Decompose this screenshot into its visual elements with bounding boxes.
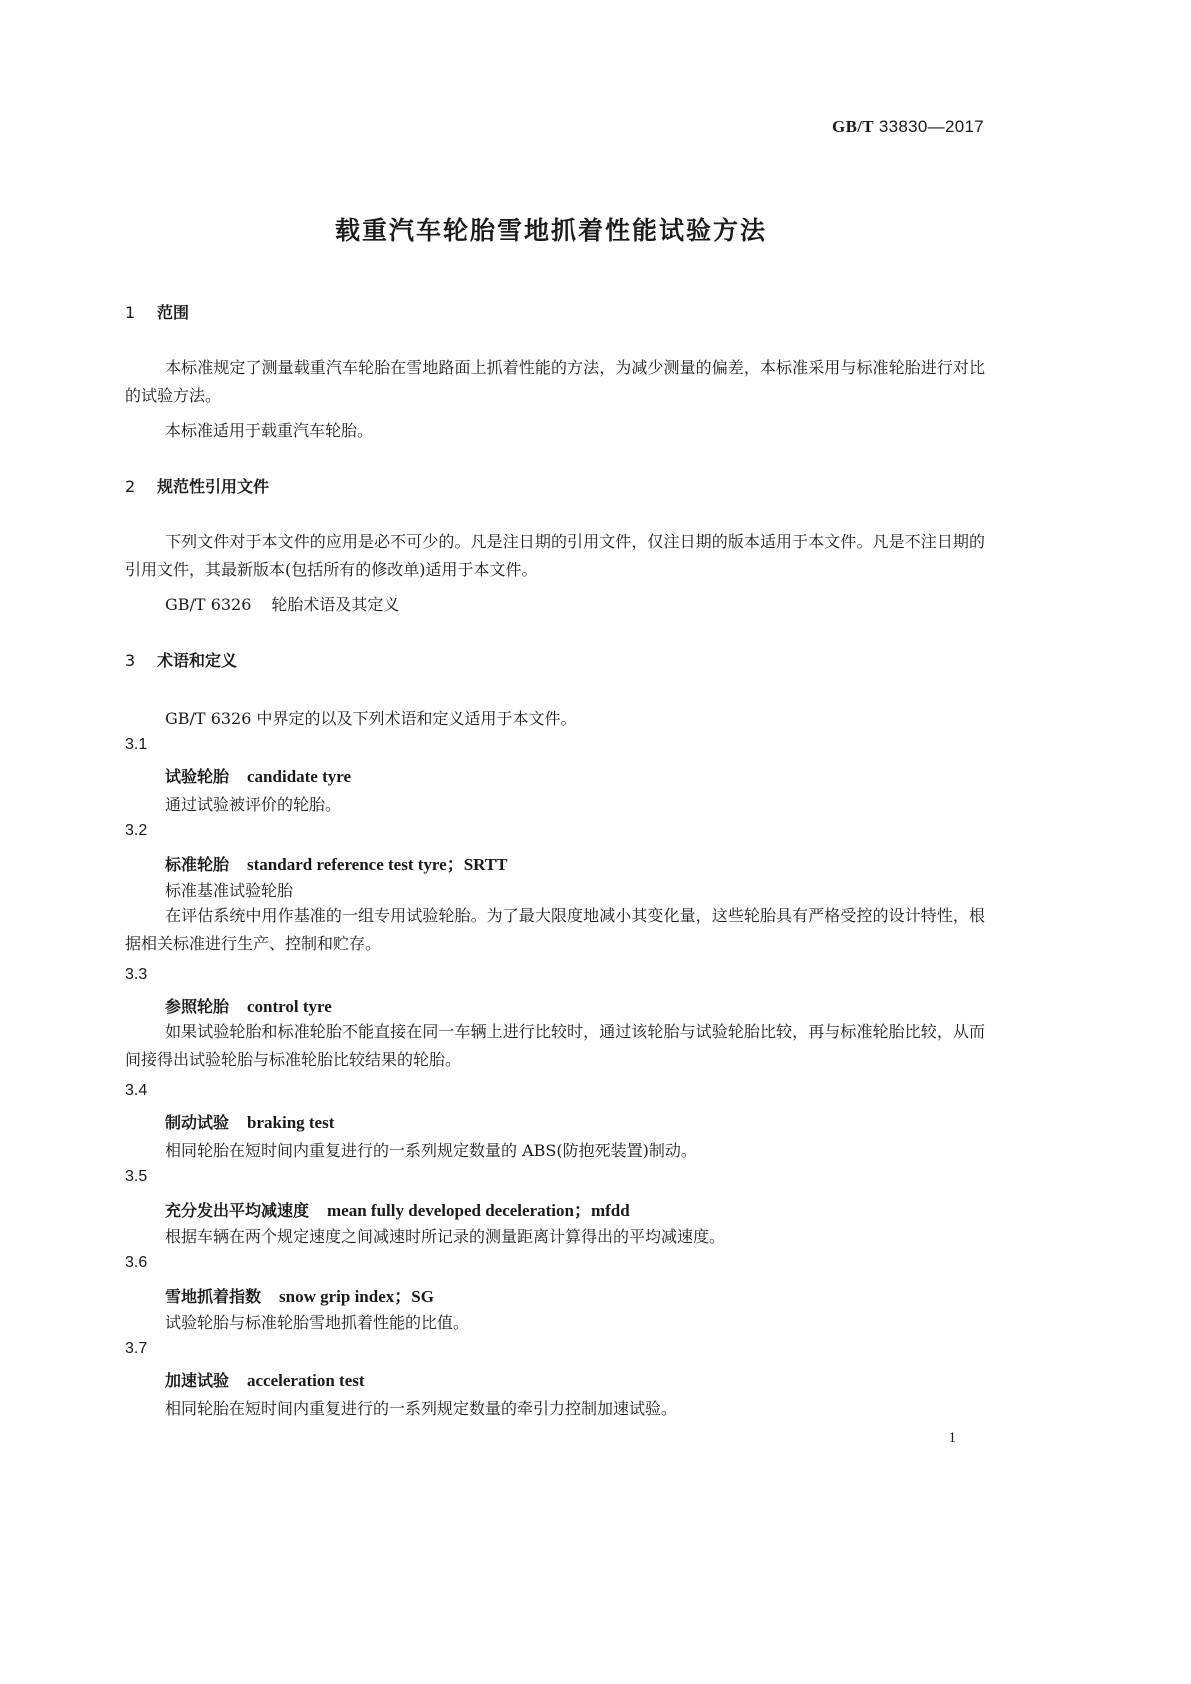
section-number: 3 — [125, 651, 136, 670]
term-zh: 加速试验 — [165, 1371, 230, 1390]
term-entry — [165, 994, 332, 1017]
scope-paragraph: 本标准规定了测量载重汽车轮胎在雪地路面上抓着性能的方法，为减少测量的偏差，本标准采用与标准轮胎进行对比的试验方法。 — [125, 358, 985, 405]
term-zh: 制动试验 — [165, 1113, 230, 1132]
term-en: braking test — [247, 1113, 335, 1132]
page-number: 1 — [948, 1430, 956, 1446]
terms-intro: GB/T 6326 中界定的以及下列术语和定义适用于本文件。 — [165, 709, 577, 728]
standard-number: 33830—2017 — [878, 117, 984, 136]
term-en: control tyre — [247, 997, 332, 1016]
term-entry — [165, 1368, 365, 1391]
term-en: standard reference test tyre；SRTT — [247, 855, 508, 874]
section-title: 范围 — [157, 303, 190, 322]
term-zh: 参照轮胎 — [165, 997, 230, 1016]
section-number: 1 — [125, 303, 136, 322]
term-entry — [165, 850, 508, 875]
reference-name: 轮胎术语及其定义 — [271, 595, 400, 614]
section-title: 规范性引用文件 — [157, 477, 270, 496]
section-heading-terms — [125, 648, 237, 671]
clause-number: 3.3 — [125, 966, 148, 983]
term-entry — [165, 764, 351, 787]
term-en: candidate tyre — [247, 767, 352, 786]
reference-code: GB/T 6326 — [165, 595, 252, 614]
term-alias: 标准基准试验轮胎 — [165, 881, 294, 900]
section-heading-normative-references — [125, 474, 269, 497]
term-en: acceleration test — [247, 1371, 365, 1390]
term-en: snow grip index；SG — [279, 1287, 434, 1306]
term-definition: 根据车辆在两个规定速度之间减速时所记录的测量距离计算得出的平均减速度。 — [165, 1227, 726, 1246]
term-entry — [165, 1196, 630, 1221]
standard-code — [832, 117, 984, 137]
standard-prefix: GB/T — [832, 117, 874, 136]
term-zh: 充分发出平均减速度 — [165, 1201, 310, 1220]
clause-number: 3.1 — [125, 736, 148, 753]
term-definition: 相同轮胎在短时间内重复进行的一系列规定数量的牵引力控制加速试验。 — [165, 1399, 678, 1418]
section-title: 术语和定义 — [157, 651, 238, 670]
term-definition: 通过试验被评价的轮胎。 — [165, 795, 342, 814]
term-definition: 如果试验轮胎和标准轮胎不能直接在同一车辆上进行比较时，通过该轮胎与试验轮胎比较，再与标准轮胎比较，从而间接得出试验轮胎与标准轮胎比较结果的轮胎。 — [125, 1022, 985, 1069]
clause-number: 3.6 — [125, 1254, 148, 1271]
references-paragraph: 下列文件对于本文件的应用是必不可少的。凡是注日期的引用文件，仅注日期的版本适用于本文件。凡是不注日期的引用文件，其最新版本(包括所有的修改单)适用于本文件。 — [125, 532, 985, 579]
clause-number: 3.5 — [125, 1168, 148, 1185]
section-number: 2 — [125, 477, 136, 496]
term-definition: 在评估系统中用作基准的一组专用试验轮胎。为了最大限度地减小其变化量，这些轮胎具有严格受控的设计特性，根据相关标准进行生产、控制和贮存。 — [125, 906, 985, 953]
term-definition: 相同轮胎在短时间内重复进行的一系列规定数量的 ABS(防抱死装置)制动。 — [165, 1141, 697, 1160]
section-heading-scope — [125, 300, 189, 323]
term-zh: 标准轮胎 — [165, 855, 230, 874]
document-title: 载重汽车轮胎雪地抓着性能试验方法 — [334, 216, 767, 245]
term-en: mean fully developed deceleration；mfdd — [327, 1201, 630, 1220]
term-definition: 试验轮胎与标准轮胎雪地抓着性能的比值。 — [165, 1313, 470, 1332]
term-entry — [165, 1282, 434, 1307]
clause-number: 3.2 — [125, 822, 148, 839]
reference-entry — [165, 592, 399, 615]
clause-number: 3.7 — [125, 1340, 148, 1357]
clause-number: 3.4 — [125, 1082, 148, 1099]
scope-applicability: 本标准适用于载重汽车轮胎。 — [165, 421, 374, 440]
term-entry — [165, 1110, 334, 1133]
term-zh: 雪地抓着指数 — [165, 1287, 262, 1306]
term-zh: 试验轮胎 — [165, 767, 230, 786]
